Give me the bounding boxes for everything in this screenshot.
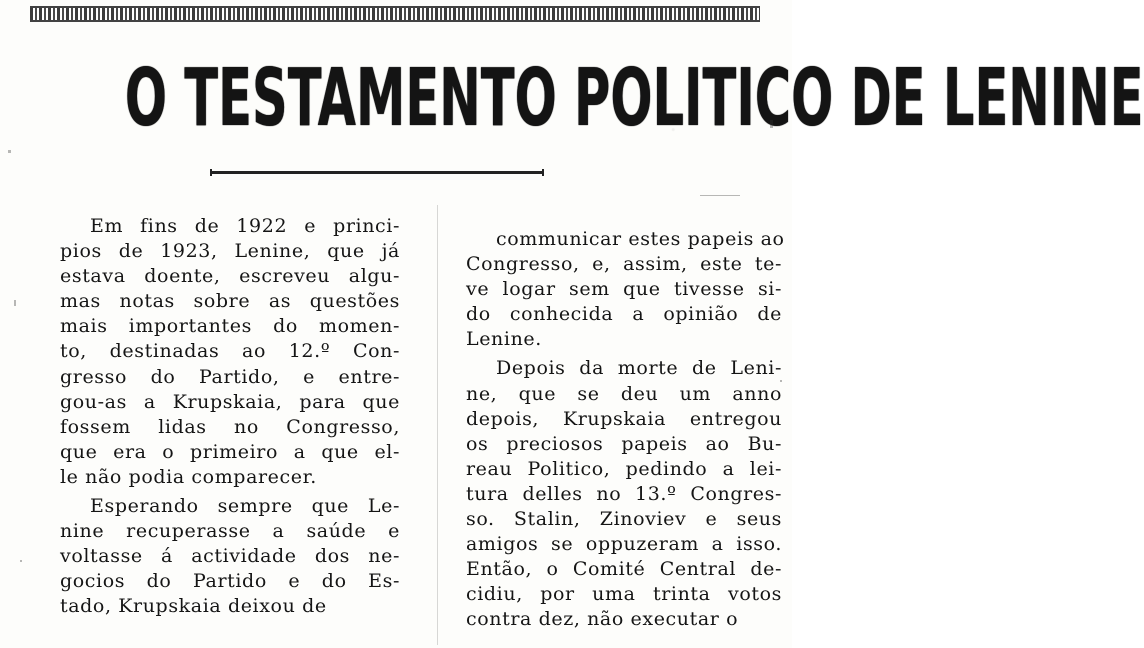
scan-speck: [8, 150, 11, 153]
article-line: mais importantes do momen-: [60, 315, 400, 338]
article-line: tura delles no 13.º Congres-: [466, 482, 782, 505]
article-line: reau Politico, pedindo a lei-: [466, 457, 782, 480]
article-line: tado, Krupskaia deixou de: [60, 595, 327, 618]
article-line: depois, Krupskaia entregou: [466, 407, 782, 430]
article-line: nine recuperasse a saúde e: [60, 520, 400, 543]
scan-speck: [700, 195, 740, 196]
article-line: Lenine.: [466, 328, 542, 351]
article-line: ne, que se deu um anno: [466, 382, 782, 405]
article-line: Então, o Comité Central de-: [466, 558, 782, 581]
article-line: estava doente, escreveu algu-: [60, 265, 400, 288]
article-line: contra dez, não executar o: [466, 608, 739, 631]
article-line: os preciosos papeis ao Bu-: [466, 432, 782, 455]
article-column-right: [466, 227, 785, 633]
article-line: cidiu, por uma trinta votos: [466, 583, 782, 606]
scan-speck: [770, 120, 773, 128]
article-line: voltasse á actividade dos ne-: [60, 545, 400, 568]
article-line: Depois da morte de Leni-: [496, 357, 782, 380]
article-line: do conhecida a opinião de: [466, 303, 782, 326]
headline: O TESTAMENTO POLITICO DE LENINE: [124, 51, 1144, 145]
title-divider-rule: [210, 171, 544, 174]
article-line: communicar estes papeis ao: [496, 228, 785, 250]
article-line: gresso do Partido, e entre-: [60, 365, 400, 388]
article-line: ve logar sem que tivesse si-: [466, 278, 782, 301]
article-line: que era o primeiro a que el-: [60, 440, 400, 463]
article-line: Esperando sempre que Le-: [90, 495, 400, 518]
article-column-left: [60, 214, 400, 620]
article-line: mas notas sobre as questões: [60, 290, 400, 313]
article-line: fossem lidas no Congresso,: [60, 415, 400, 438]
scan-speck: [780, 380, 782, 382]
article-line: le não podia comparecer.: [60, 465, 317, 488]
article-line: gocios do Partido e do Es-: [60, 570, 400, 593]
article-line: gou-as a Krupskaia, para que: [60, 390, 400, 413]
ornamental-top-border: [30, 6, 760, 22]
scan-speck: [20, 560, 22, 562]
column-gutter: [437, 205, 438, 645]
article-line: to, destinadas ao 12.º Con-: [60, 340, 400, 363]
article-line: amigos se oppuzeram a isso.: [466, 533, 782, 556]
article-line: pios de 1923, Lenine, que já: [60, 240, 400, 263]
article-line: so. Stalin, Zinoviev e seus: [466, 508, 782, 531]
article-line: Em fins de 1922 e princi-: [90, 215, 400, 237]
scan-speck: [14, 300, 16, 306]
article-line: Congresso, e, assim, este te-: [466, 253, 782, 276]
